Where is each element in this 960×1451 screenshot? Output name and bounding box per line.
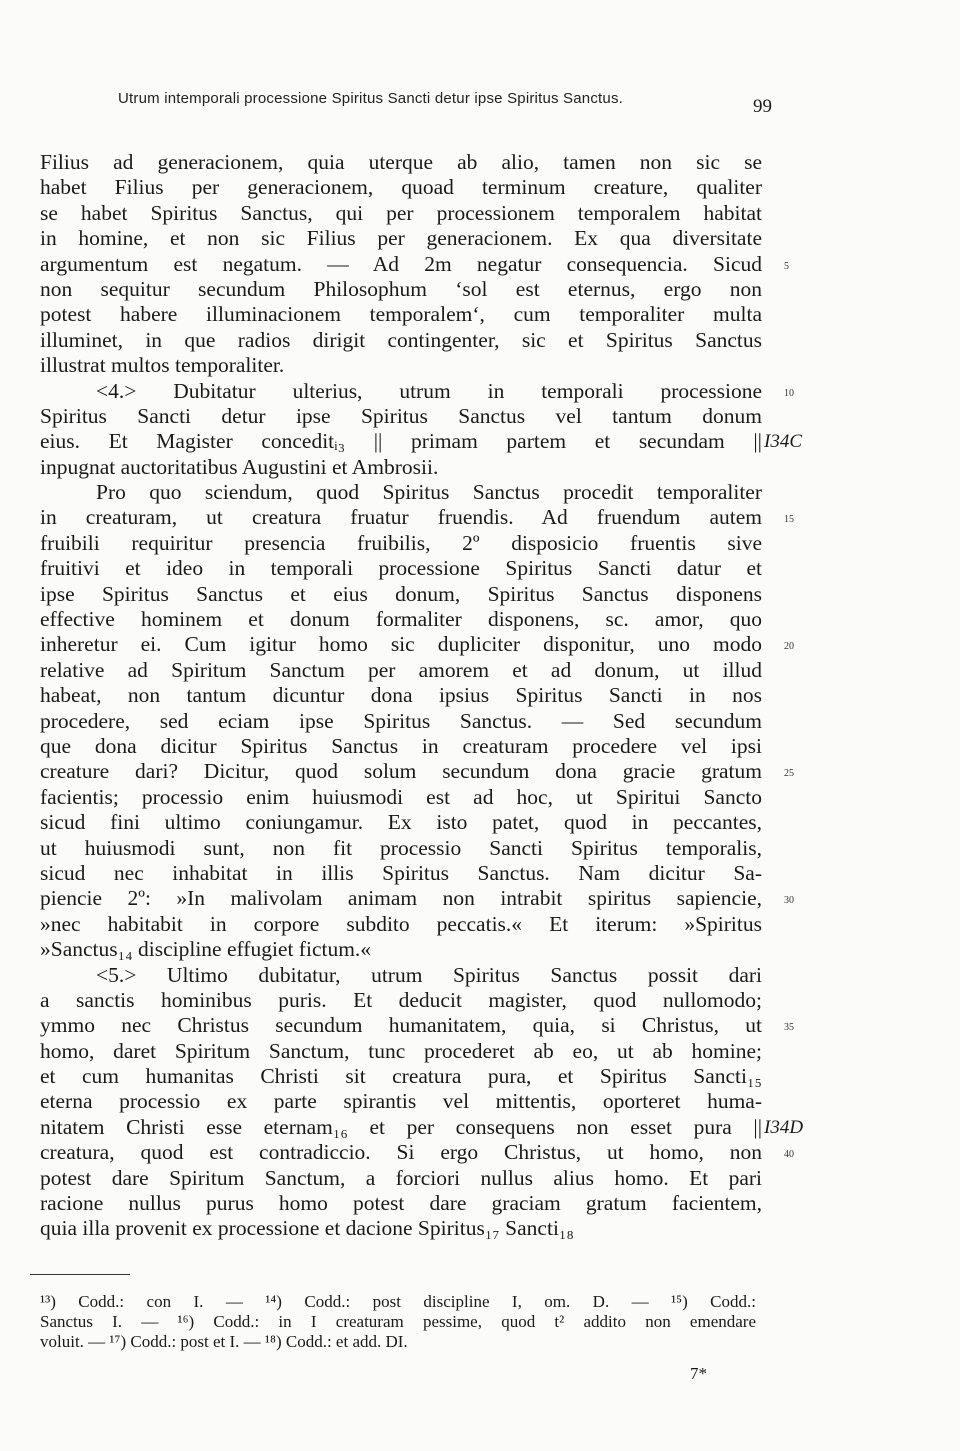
text-line: creatura, quod est contradiccio. Si ergo Christus, ut homo, non 40: [40, 1140, 762, 1165]
footnote-line: ¹³) Codd.: con I. — ¹⁴) Codd.: post discipline I, om. D. — ¹⁵) Codd.:: [40, 1292, 756, 1311]
footnote-line: voluit. — ¹⁷) Codd.: post et I. — ¹⁸) Codd.: et add. DI.: [40, 1332, 408, 1351]
text-line: que dona dicitur Spiritus Sanctus in creaturam procedere vel ipsi: [40, 733, 762, 758]
footnote-line: Sanctus I. — ¹⁶) Codd.: in I creaturam pessime, quod t² addito non emendare: [40, 1312, 756, 1331]
line-number: 30: [784, 895, 794, 907]
text-line: ymmo nec Christus secundum humanitatem, quia, si Christus, ut 35: [40, 1013, 762, 1038]
line-number: 5: [784, 260, 789, 272]
text-line: homo, daret Spiritum Sanctum, tunc procederet ab eo, ut ab homine;: [40, 1038, 762, 1063]
text-line: eius. Et Magister conceditᵢ₃ || primam partem et secundam || I34C: [40, 429, 802, 454]
page-number: 99: [753, 96, 772, 117]
text-line: se habet Spiritus Sanctus, qui per processionem temporalem habitat: [40, 200, 762, 225]
manuscript-ref: I34C: [764, 431, 802, 453]
text-line: fruitivi et ideo in temporali processione Spiritus Sancti datur et: [40, 556, 762, 581]
text-line: facientis; processio enim huiusmodi est ad hoc, ut Spiritui Sancto: [40, 784, 762, 809]
footnote-rule: [30, 1274, 130, 1275]
text-line: argumentum est negatum. — Ad 2m negatur consequencia. Sicud 5: [40, 252, 762, 277]
text-line: non sequitur secundum Philosophum ‘sol est eternus, ergo non: [40, 276, 762, 301]
text-line: racione nullus purus homo potest dare graciam gratum facientem,: [40, 1191, 762, 1216]
footnotes: [40, 1292, 756, 1352]
text-line: fruibili requiritur presencia fruibilis, 2º disposicio fruentis sive: [40, 530, 762, 555]
text-line: »Sanctus₁₄ discipline effugiet fictum.«: [40, 937, 372, 962]
text-line: Filius ad generacionem, quia uterque ab alio, tamen non sic se: [40, 150, 762, 174]
text-line: in creaturam, ut creatura fruatur fruendis. Ad fruendum autem 15: [40, 505, 762, 530]
text-line: potest habere illuminacionem temporalem‘, cum temporaliter multa: [40, 302, 762, 327]
text-line: relative ad Spiritum Sanctum per amorem et ad donum, ut illud: [40, 657, 762, 682]
text-line: illustrat multos temporaliter.: [40, 353, 285, 378]
text-line: habet Filius per generacionem, quoad terminum creature, qualiter: [40, 175, 762, 200]
text-line: »nec habitabit in corpore subdito peccatis.« Et iterum: »Spiritus: [40, 911, 762, 936]
text-line: <5.> Ultimo dubitatur, utrum Spiritus Sanctus possit dari: [96, 962, 762, 987]
text-line: potest dare Spiritum Sanctum, a forciori nullus alius homo. Et pari: [40, 1165, 762, 1190]
text-line: in homine, et non sic Filius per generacionem. Ex qua diversitate: [40, 226, 762, 251]
text-line: <4.> Dubitatur ulterius, utrum in temporali processione 10: [40, 379, 762, 404]
text-line: illuminet, in que radios dirigit contingenter, sic et Spiritus Sanctus: [40, 327, 762, 352]
line-number: 15: [784, 514, 794, 526]
text-line: Spiritus Sancti detur ipse Spiritus Sanctus vel tantum donum: [40, 403, 762, 428]
text-line: effective hominem et donum formaliter disponens, sc. amor, quo: [40, 607, 762, 632]
text-line: quia illa provenit ex processione et dacione Spiritus₁₇ Sancti₁₈: [40, 1216, 574, 1241]
text-line: inheretur ei. Cum igitur homo sic dupliciter disponitur, uno modo 20: [40, 632, 762, 657]
signature-mark: 7*: [690, 1364, 707, 1383]
text-line: Pro quo sciendum, quod Spiritus Sanctus procedit temporaliter: [96, 480, 762, 505]
line-number: 20: [784, 641, 794, 653]
line-number: 25: [784, 768, 794, 780]
line-number: 10: [784, 387, 794, 399]
text-line: creature dari? Dicitur, quod solum secundum dona gracie gratum 25: [40, 759, 762, 784]
line-number: 40: [784, 1149, 794, 1161]
text-line: inpugnat auctoritatibus Augustini et Ambrosii.: [40, 454, 439, 479]
text-line: procedere, sed eciam ipse Spiritus Sanctus. — Sed secundum: [40, 708, 762, 733]
main-text: [40, 150, 804, 1242]
text-line: sicud fini ultimo coniungamur. Ex isto patet, quod in peccantes,: [40, 810, 762, 835]
text-line: nitatem Christi esse eternam₁₆ et per consequens non esset pura || I34D: [40, 1114, 804, 1139]
text-line: sicud nec inhabitat in illis Spiritus Sanctus. Nam dicitur Sa-: [40, 860, 762, 885]
running-title: Utrum intemporali processione Spiritus Sancti detur ipse Spiritus Sanctus.: [118, 90, 624, 107]
manuscript-ref: I34D: [764, 1116, 804, 1138]
text-line: a sanctis hominibus puris. Et deducit magister, quod nullomodo;: [40, 987, 762, 1012]
text-line: piencie 2º: »In malivolam animam non intrabit spiritus sapiencie, 30: [40, 886, 762, 911]
text-line: et cum humanitas Christi sit creatura pura, et Spiritus Sancti₁₅: [40, 1064, 762, 1089]
text-line: ipse Spiritus Sanctus et eius donum, Spiritus Sanctus disponens: [40, 581, 762, 606]
text-line: ut huiusmodi sunt, non fit processio Sancti Spiritus temporalis,: [40, 835, 762, 860]
text-line: eterna processio ex parte spirantis vel mittentis, oporteret huma-: [40, 1089, 762, 1114]
text-line: habeat, non tantum dicuntur dona ipsius Spiritus Sancti in nos: [40, 683, 762, 708]
line-number: 35: [784, 1022, 794, 1034]
